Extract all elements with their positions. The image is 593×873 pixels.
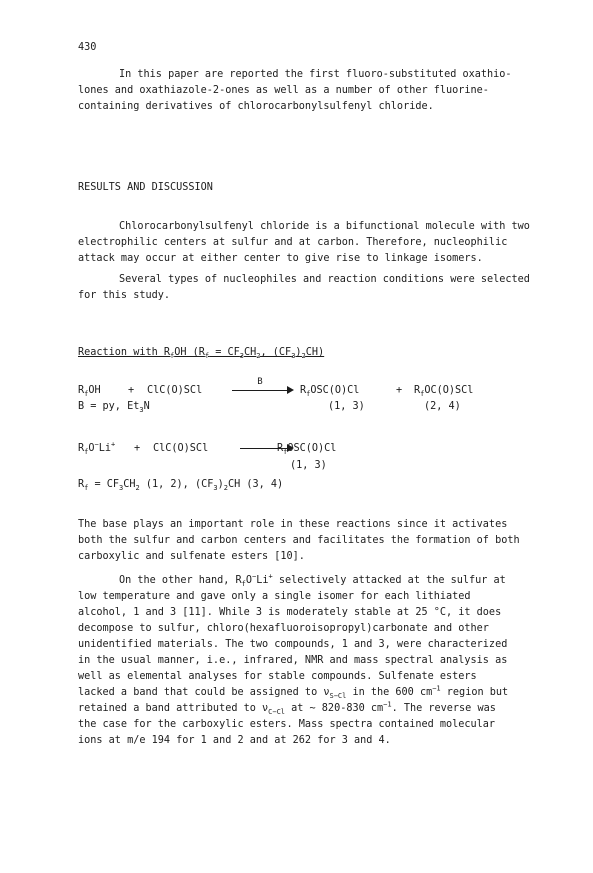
heading-text: = CF bbox=[209, 347, 240, 358]
text-line: lacked a band that could be assigned to $\nu_{S-Cl}$ in the 600 $cm^{-1}$ region but bbox=[78, 684, 509, 701]
text-line: containing derivatives of chlorocarbonylsulfenyl chloride. bbox=[78, 101, 434, 112]
text-line: low temperature and gave only a single isomer for each lithiated bbox=[78, 591, 471, 602]
product-carboxylate: $R_fOC(O)SCl$ bbox=[414, 385, 474, 399]
plus-sign: + bbox=[128, 385, 135, 396]
base-definition: B = py, $Et_3N$ bbox=[78, 401, 150, 415]
product-sulfenate: $R_fOSC(O)Cl$ bbox=[300, 385, 360, 399]
text-line: Chlorocarbonylsulfenyl chloride is a bifunctional molecule with two bbox=[119, 221, 530, 232]
heading-text: CH) bbox=[305, 347, 325, 358]
reaction-heading: Reaction with $R_fOH$ ($R_f = CF_3CH_2$, $(CF_3)_2CH$) bbox=[78, 347, 325, 361]
text-line: electrophilic centers at sulfur and at carbon. Therefore, nucleophilic bbox=[78, 237, 508, 248]
text-line: The base plays an important role in these reactions since it activates bbox=[78, 519, 508, 530]
paragraph-lithiated bbox=[78, 573, 528, 749]
subscript: 2 bbox=[256, 352, 261, 361]
text-line: On the other hand, $R_fO^-Li^+$ selectively attacked at the sulfur at bbox=[119, 572, 506, 589]
reaction-arrow bbox=[232, 377, 294, 399]
reactant-rfoh: $R_fOH$ bbox=[78, 385, 101, 399]
subscript: 2 bbox=[301, 352, 306, 361]
subscript: f bbox=[204, 352, 210, 361]
compound-numbers: (1, 3) bbox=[328, 401, 365, 412]
text-line: well as elemental analyses for stable compounds. Sulfenate esters bbox=[78, 671, 477, 682]
text-line: the case for the carboxylic esters. Mass spectra contained molecular bbox=[78, 719, 496, 730]
reactant-clcoscl: ClC(O)SCl bbox=[147, 385, 203, 396]
text-line: attack may occur at either center to give rise to linkage isomers. bbox=[78, 253, 483, 264]
subscript: f bbox=[170, 352, 175, 361]
text-line: lones and oxathiazole-2-ones as well as a number of other fluorine- bbox=[78, 85, 489, 96]
subscript: 3 bbox=[239, 352, 245, 361]
paragraph-nucleophiles bbox=[78, 272, 528, 304]
paragraph-bifunctional bbox=[78, 219, 528, 267]
paragraph-base-role bbox=[78, 517, 528, 565]
compound-numbers: (2, 4) bbox=[424, 401, 461, 412]
text-line: In this paper are reported the first fluoro-substituted oxathio- bbox=[119, 69, 512, 80]
text-line: for this study. bbox=[78, 290, 171, 301]
rf-definition: $R_f = CF_3CH_2$ (1, 2), $(CF_3)_2CH$ (3, 4) bbox=[78, 479, 284, 493]
compound-numbers: (1, 3) bbox=[290, 460, 327, 471]
text-line: Several types of nucleophiles and reaction conditions were selected bbox=[119, 274, 530, 285]
arrow-label: B bbox=[257, 377, 263, 387]
text-line: ions at m/e 194 for 1 and 2 and at 262 for 3 and 4. bbox=[78, 735, 391, 746]
text-line: alcohol, 1 and 3 [11]. While 3 is moderately stable at 25 °C, it does bbox=[78, 607, 502, 618]
heading-text: CH bbox=[244, 347, 257, 358]
text-line: both the sulfur and carbon centers and facilitates the formation of both bbox=[78, 535, 520, 546]
text-line: in the usual manner, i.e., infrared, NMR and mass spectral analysis as bbox=[78, 655, 508, 666]
text-line: retained a band attributed to $\nu_{C-Cl}$ at ~ 820-830 $cm^{-1}$. The reverse was bbox=[78, 700, 496, 717]
heading-text: , (CF bbox=[260, 347, 292, 358]
subscript: 3 bbox=[291, 352, 296, 361]
text-line: carboxylic and sulfenate esters [10]. bbox=[78, 551, 305, 562]
heading-text: Reaction with R bbox=[78, 347, 171, 358]
plus-sign: + bbox=[134, 443, 141, 454]
product-sulfenate: $R_fOSC(O)Cl$ bbox=[277, 443, 337, 457]
page-number: 430 bbox=[78, 42, 97, 53]
intro-paragraph bbox=[78, 67, 528, 115]
reactant-clcoscl: ClC(O)SCl bbox=[153, 443, 209, 454]
text-line: decompose to sulfur, chloro(hexafluoroisopropyl)carbonate and other bbox=[78, 623, 489, 634]
text-line: unidentified materials. The two compounds, 1 and 3, were characterized bbox=[78, 639, 508, 650]
plus-sign: + bbox=[396, 385, 403, 396]
heading-text: OH (R bbox=[174, 347, 205, 358]
section-heading: RESULTS AND DISCUSSION bbox=[78, 182, 213, 193]
reactant-lithium-alkoxide: $R_fO^-Li^+$ bbox=[78, 440, 116, 457]
